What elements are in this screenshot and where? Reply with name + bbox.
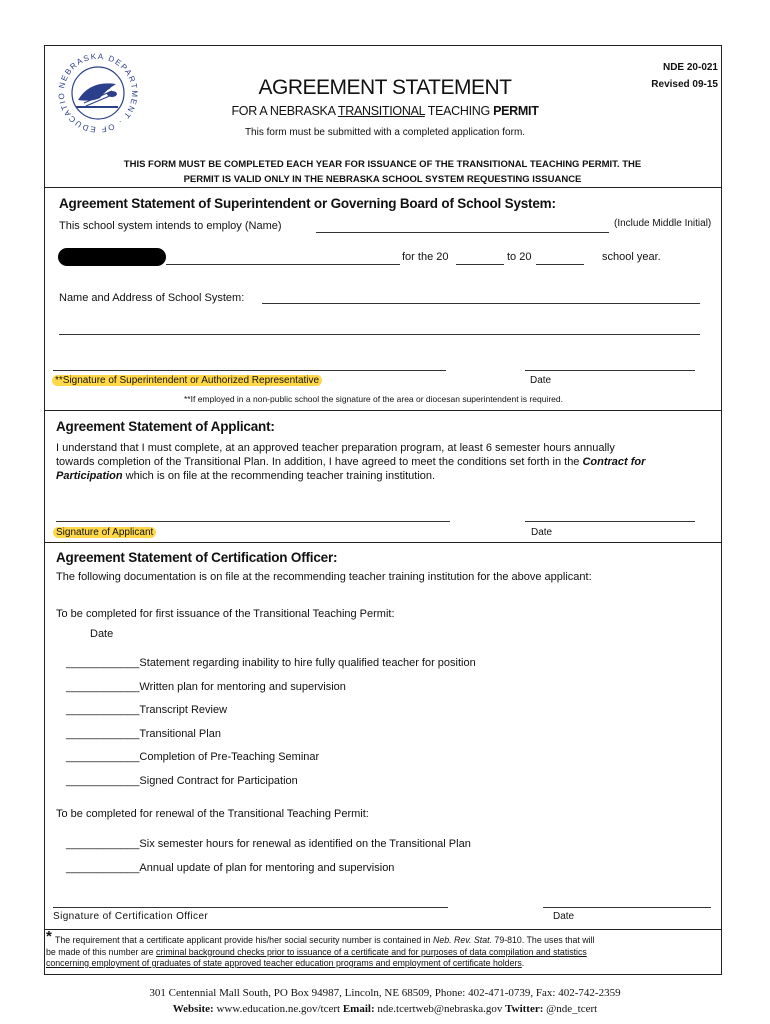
subtitle-pre: FOR A NEBRASKA [231, 104, 338, 118]
disclaimer-line-1 [46, 935, 718, 947]
form-number: NDE 20-021 [662, 62, 718, 73]
ssn-disclaimer [46, 935, 718, 970]
middle-initial-note: (Include Middle Initial) [614, 218, 712, 229]
date-blank[interactable]: ____________ [66, 838, 140, 850]
subtitle-bold: PERMIT [493, 104, 539, 118]
renewal-checklist [66, 832, 471, 880]
highlighted-signature-label: **Signature of Superintendent or Authorized Representative [52, 375, 322, 386]
contract-for-text: Contract for [582, 456, 646, 468]
first-issuance-label: To be completed for first issuance of the Transitional Teaching Permit: [56, 608, 395, 620]
checklist-item[interactable] [66, 699, 476, 723]
applicant-line-2-text: towards completion of the Transitional Plan. In addition, I have agreed to meet the conditions set forth in the [56, 456, 583, 468]
for-the-label: for the 20 [402, 251, 449, 263]
subtitle-mid: TEACHING [424, 104, 494, 118]
superintendent-signature-field[interactable] [53, 370, 446, 371]
employee-name-continuation-field[interactable] [166, 264, 400, 265]
disclaimer-period: . [521, 958, 525, 968]
divider [44, 542, 721, 543]
applicant-signature-label [53, 527, 156, 538]
nonpublic-footnote: **If employed in a non-public school the signature of the area or diocesan superintendent is required. [184, 394, 563, 404]
checklist-item[interactable] [66, 652, 476, 676]
date-column-label: Date [90, 628, 114, 640]
date-blank[interactable]: ____________ [66, 680, 140, 693]
redacted-name [58, 248, 166, 266]
checklist-item-label: Transitional Plan [139, 727, 221, 740]
notice-line-1: THIS FORM MUST BE COMPLETED EACH YEAR FOR ISSUANCE OF THE TRANSITIONAL TEACHING PERMIT. THE [123, 159, 642, 170]
checklist-item[interactable] [66, 723, 476, 747]
year-end-field[interactable] [536, 264, 584, 265]
revision-date: Revised 09-15 [651, 79, 718, 90]
disclaimer-line-2 [46, 947, 718, 959]
footer-contact [0, 1003, 770, 1015]
subtitle-underlined: TRANSITIONAL [337, 104, 425, 118]
applicant-heading: Agreement Statement of Applicant: [56, 419, 275, 434]
employee-name-field[interactable] [316, 232, 609, 233]
disclaimer-uses-text-2: concerning employment of graduates of state approved teacher education programs and employment of certificate holders [46, 958, 522, 968]
superintendent-date-field[interactable] [525, 370, 695, 371]
date-blank[interactable]: ____________ [66, 751, 140, 764]
superintendent-heading: Agreement Statement of Superintendent or Governing Board of School System: [59, 196, 556, 211]
checklist-item[interactable] [66, 832, 471, 856]
checklist-item[interactable] [66, 746, 476, 770]
officer-signature-field[interactable] [53, 907, 448, 908]
divider [44, 187, 721, 188]
superintendent-date-label: Date [530, 375, 552, 386]
disclaimer-line-1-end: 79-810. The uses that will [491, 935, 595, 945]
submit-note: This form must be submitted with a completed application form. [244, 127, 526, 138]
page-title: AGREEMENT STATEMENT [258, 76, 512, 99]
officer-intro: The following documentation is on file at the recommending teacher training institution for the above applicant: [56, 571, 592, 583]
applicant-line-1: I understand that I must complete, at an approved teacher preparation program, at least 6 semester hours annually [56, 442, 615, 454]
applicant-signature-field[interactable] [56, 521, 450, 522]
school-name-address-field[interactable] [262, 303, 700, 304]
disclaimer-asterisk: * [46, 928, 52, 945]
name-address-label: Name and Address of School System: [59, 292, 245, 304]
disclaimer-line-2-text: be made of this number are [46, 946, 157, 957]
notice-text [60, 157, 705, 187]
officer-heading: Agreement Statement of Certification Officer: [56, 550, 338, 565]
disclaimer-line-3 [46, 958, 718, 970]
checklist-item[interactable] [66, 770, 476, 794]
email-label: Email: [342, 1003, 375, 1015]
year-start-field[interactable] [456, 264, 504, 265]
checklist-item[interactable] [66, 856, 471, 880]
checklist-item-label: Written plan for mentoring and supervision [139, 680, 346, 693]
checklist-item-label: Transcript Review [139, 704, 228, 717]
footer-address: 301 Centennial Mall South, PO Box 94987, Lincoln, NE 68509, Phone: 402-471-0739, Fax: 402-742-2359 [149, 987, 621, 999]
highlighted-applicant-signature-label: Signature of Applicant [53, 527, 156, 538]
twitter-link[interactable]: @nde_tcert [546, 1003, 598, 1015]
applicant-statement [56, 441, 716, 483]
divider [44, 929, 721, 930]
checklist-item-label: Completion of Pre-Teaching Seminar [139, 751, 320, 764]
officer-date-field[interactable] [543, 907, 711, 908]
checklist-item[interactable] [66, 676, 476, 700]
officer-date-label: Date [553, 911, 575, 922]
disclaimer-uses-text: criminal background checks prior to issuance of a certificate and for purposes of data compilation and statistics [156, 946, 587, 957]
twitter-label: Twitter: [505, 1003, 544, 1015]
applicant-date-field[interactable] [525, 521, 695, 522]
checklist-item-label: Signed Contract for Participation [139, 774, 298, 787]
checklist-item-label: Statement regarding inability to hire fully qualified teacher for position [139, 657, 476, 669]
employ-label: This school system intends to employ (Name) [59, 220, 282, 232]
superintendent-signature-label [52, 375, 322, 386]
statute-citation: Neb. Rev. Stat. [432, 935, 492, 945]
officer-signature-label: Signature of Certification Officer [53, 911, 209, 922]
website-link[interactable]: www.education.ne.gov/tcert [216, 1003, 341, 1015]
applicant-line-3 [56, 469, 716, 483]
school-year-label: school year. [602, 251, 661, 263]
page-subtitle [150, 104, 620, 118]
renewal-label: To be completed for renewal of the Transitional Teaching Permit: [56, 808, 369, 820]
school-address-field-2[interactable] [59, 334, 700, 335]
date-blank[interactable]: ____________ [66, 774, 140, 787]
applicant-line-3-text: which is on file at the recommending teacher training institution. [122, 470, 436, 482]
checklist-item-label: Six semester hours for renewal as identified on the Transitional Plan [139, 838, 471, 850]
website-label: Website: [172, 1003, 214, 1015]
checklist-item-label: Annual update of plan for mentoring and supervision [139, 862, 395, 874]
applicant-line-2 [56, 455, 716, 469]
date-blank[interactable]: ____________ [66, 657, 140, 669]
disclaimer-line-1-text: The requirement that a certificate applicant provide his/her social security number is contained in [55, 935, 433, 945]
date-blank[interactable]: ____________ [66, 704, 140, 717]
participation-text: Participation [56, 470, 123, 482]
nde-seal-logo [50, 50, 146, 136]
applicant-date-label: Date [531, 527, 553, 538]
divider [44, 410, 721, 411]
date-blank[interactable]: ____________ [66, 727, 140, 740]
notice-line-2: PERMIT IS VALID ONLY IN THE NEBRASKA SCHOOL SYSTEM REQUESTING ISSUANCE [183, 174, 582, 185]
svg-text:NEBRASKA DEPARTMENT · OF EDUCA: NEBRASKA DEPARTMENT · OF EDUCATIO [56, 51, 140, 135]
first-issuance-checklist [66, 652, 476, 794]
email-link[interactable]: nde.tcertweb@nebraska.gov [377, 1003, 503, 1015]
to-label: to 20 [507, 251, 532, 263]
date-blank[interactable]: ____________ [66, 862, 140, 874]
